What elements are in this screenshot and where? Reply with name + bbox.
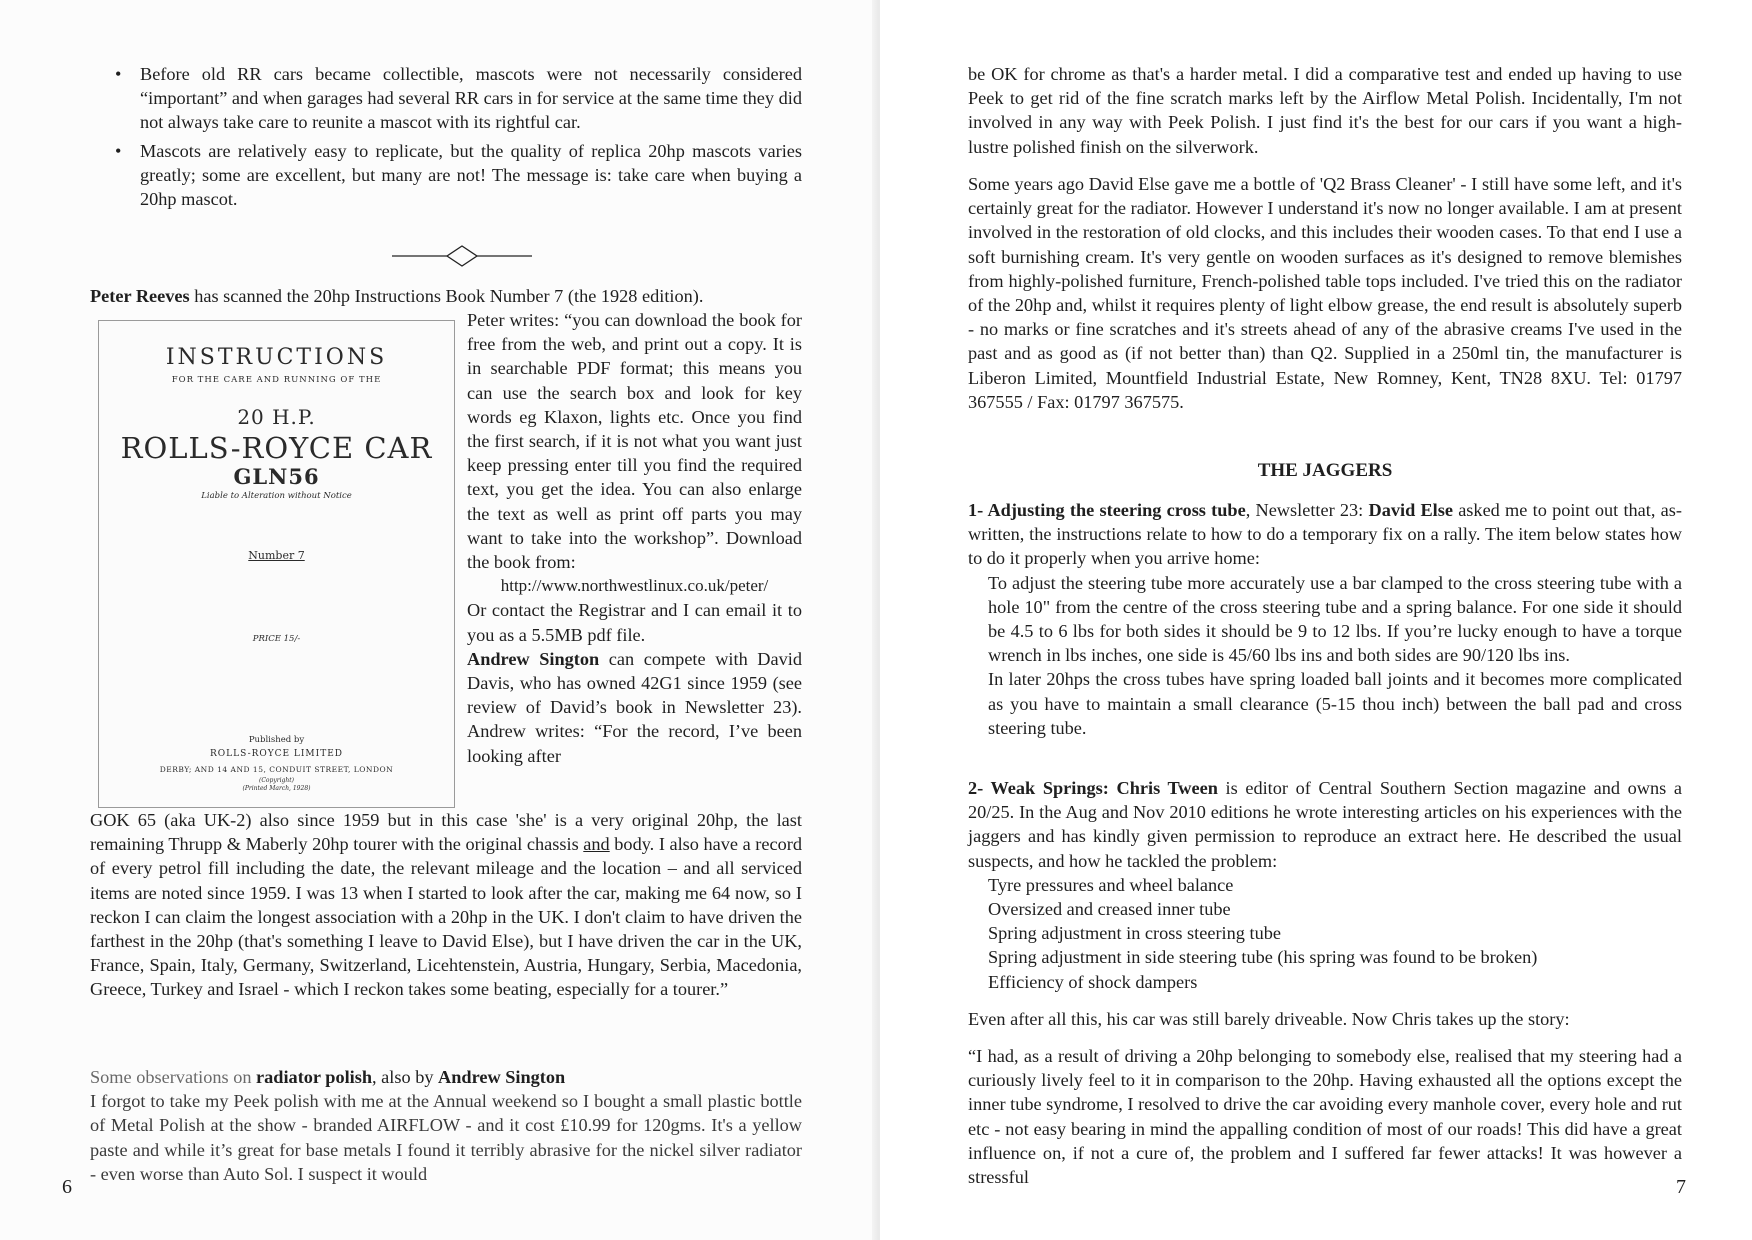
page-number-left: 6 <box>62 1176 72 1198</box>
andrew-text-b: GOK 65 (aka UK-2) also since 1959 but in this case 'she' is a very original 20hp, the last remaining Thrupp & Maberly 20hp tourer with the original chassis <box>90 810 802 855</box>
andrew-intro <box>467 647 802 768</box>
item1-author: David Else <box>1368 500 1453 520</box>
cover-copyright: (Copyright) <box>258 777 295 784</box>
bullet-dot: • <box>115 140 122 161</box>
mascot-bullet-list <box>112 62 802 215</box>
cover-title: INSTRUCTIONS <box>165 345 388 370</box>
contact-registrar: Or contact the Registrar and I can email it to you as a 5.5MB pdf file. <box>467 600 802 645</box>
andrew-underlined-and: and <box>583 834 610 855</box>
item1-title: 1- Adjusting the steering cross tube <box>968 500 1246 520</box>
polish-author: Andrew Sington <box>438 1067 566 1087</box>
even-after-paragraph: Even after all this, his car was still barely driveable. Now Chris takes up the story: <box>968 1009 1570 1029</box>
cover-address: DERBY; AND 14 AND 15, CONDUIT STREET, LONDON <box>159 765 394 774</box>
chris-quote-paragraph: “I had, as a result of driving a 20hp belonging to somebody else, realised that my steering had a curiously lively feel to it in comparison to the 20hp. Having exhausted all the options except the inner tube syndrome, I resolved to drive the car avoiding every manhole cover, every hole and rut etc - not easy bearing in mind the appalling condition of most of our roads! This did have a great influence on, if not a cure of, the problem and I suffered far fewer attacks! It was however a stressful <box>968 1046 1683 1188</box>
q2-brass-cleaner-paragraph: Some years ago David Else gave me a bottle of 'Q2 Brass Cleaner' - I still have some left, and it's certainly great for the radiator. However I understand it's now no longer available. I am at present involved in the restoration of old clocks, and this includes their wooden cases. To that end I use a soft burnishing cream. It's very gentle on wooden surfaces as it's designed to remove blemishes from highly-polished furniture, French-polished table tops included. I've tried this on the radiator of the 20hp and, whilst it requires plenty of light elbow grease, the end result is absolutely superb - no marks or fine scratches and it's streets ahead of any of the abrasive creams I've used in the past and as good as (if not better than) than Q2. Supplied in a 250ml tin, the manufacturer is Liberon Limited, Mountfield Industrial Estate, New Romney, Kent, TN28 8XU. Tel: 01797 367555 / Fax: 01797 367575. <box>968 174 1682 412</box>
peter-reeves-intro <box>90 284 802 308</box>
bullet-text: Before old RR cars became collectible, mascots were not necessarily considered “important” and when garages had several RR cars in for service at the same time they did not always take care to reunite a mascot with its rightful car. <box>140 64 802 133</box>
cover-publisher: ROLLS-ROYCE LIMITED <box>210 749 343 759</box>
andrew-text-a: can compete with David Davis, who has owned 42G1 since 1959 (see review of David’s book in Newsletter 23). Andrew writes: “For the record, I’ve been looking after <box>467 648 802 766</box>
instructions-book-cover-image <box>98 320 455 808</box>
andrew-continued <box>90 808 802 1002</box>
bullet-item <box>112 62 802 135</box>
list-item: Spring adjustment in side steering tube (his spring was found to be broken) <box>988 947 1538 968</box>
bullet-dot: • <box>115 64 122 84</box>
item1-indent-para-2: In later 20hps the cross tubes have spring loaded ball joints and it becomes more complicated as you have to maintain a small clearance (5-15 thou inch) between the ball pad and cross steering tube. <box>988 669 1682 738</box>
peter-reeves-name: Peter Reeves <box>90 286 190 306</box>
radiator-polish-bold: radiator polish <box>256 1067 373 1087</box>
polish-text: I forgot to take my Peek polish with me at the Annual weekend so I bought a small plastic bottle of Metal Polish at the show - branded AIRFLOW - and it cost £10.99 for 120gms. It's a yellow paste and while it’s great for base metals I found it terribly abrasive for the nickel silver radiator - even worse than Auto Sol. I suspect it would <box>90 1091 802 1184</box>
usual-suspects-list <box>968 873 1682 994</box>
intro-text: has scanned the 20hp Instructions Book Number 7 (the 1928 edition). <box>189 286 704 306</box>
list-item: Tyre pressures and wheel balance <box>988 874 1234 895</box>
peter-quote-column <box>467 308 802 768</box>
cover-hp: 20 H.P. <box>237 405 316 429</box>
cover-liable-note: Liable to Alteration without Notice <box>201 491 352 501</box>
download-link[interactable]: http://www.northwestlinux.co.uk/peter/ <box>500 576 769 596</box>
polish-pre: Some observations on <box>90 1067 257 1087</box>
item2-author: Chris Tween <box>1116 778 1218 798</box>
cover-car-name: ROLLS-ROYCE CAR <box>120 431 433 465</box>
cover-registration: GLN56 <box>233 464 320 489</box>
item1-mid: , Newsletter 23: <box>1245 500 1369 520</box>
polish-continued: be OK for chrome as that's a harder metal. I did a comparative test and ended up having to use Peek to get rid of the fine scratch marks left by the Airflow Metal Polish. Incidentally, I'm not involved in any way with Peek Polish. I just find it's the best for our cars if you want a high-lustre polished finish on the silverwork. <box>968 64 1682 157</box>
page-number-right: 7 <box>1676 1176 1686 1198</box>
cover-printed-date: (Printed March, 1928) <box>242 785 311 792</box>
cover-published-by: Published by <box>248 735 305 745</box>
bullet-text: Mascots are relatively easy to replicate, but the quality of replica 20hp mascots varies greatly; some are excellent, but many are not! The message is: take care when buying a 20hp mascot. <box>140 140 802 210</box>
cover-subtitle: FOR THE CARE AND RUNNING OF THE <box>171 375 382 385</box>
list-item: Efficiency of shock dampers <box>988 971 1198 992</box>
item1-text: asked me to point out that, as-written, the instructions relate to how to do a temporary fix on a rally. The item below states how to do it properly when you arrive home: <box>968 500 1682 569</box>
polish-mid: , also by <box>372 1067 439 1087</box>
weak-springs-section <box>968 776 1682 994</box>
item2-title: 2- Weak Springs: <box>968 778 1109 798</box>
steering-cross-tube-section <box>968 498 1682 740</box>
cover-price: PRICE 15/- <box>252 634 301 644</box>
cover-number: Number 7 <box>248 549 305 562</box>
andrew-text-c: body. I also have a record of every petrol fill including the date, the relevant mileage and the location – and all serviced items are noted since 1959. I was 13 when I started to look after the car, making me 64 now, so I reckon I can claim the longest association with a 20hp in the UK. I don't claim to have driven the farthest in the 20hp (that's something I leave to David Else), but I have driven the car in the UK, France, Spain, Italy, Germany, Switzerland, Licehtenstein, Austria, Hungary, Serbia, Macedonia, Greece, Turkey and Israel - which I reckon takes some beating, especially for a tourer.” <box>90 834 802 1000</box>
radiator-polish-section <box>90 1065 802 1186</box>
list-item: Spring adjustment in cross steering tube <box>988 923 1281 944</box>
list-item: Oversized and creased inner tube <box>988 899 1231 920</box>
bullet-item <box>112 139 802 212</box>
item2-text: is editor of Central Southern Section magazine and owns a 20/25. In the Aug and Nov 2010 editions he wrote interesting articles on his experiences with the jaggers and has kindly given permission to reproduce an extract here. He described the usual suspects, and how he tackled the problem: <box>968 778 1682 871</box>
item1-indent-para-1: To adjust the steering tube more accurately use a bar clamped to the cross steering tube with a hole 10" from the centre of the cross steering tube and a spring balance. For one side it should be 4.5 to 6 lbs for both sides it should be 9 to 12 lbs. If you’re lucky enough to have a torque wrench in lbs inches, one side is 45/60 lbs ins and both sides are 90/120 lbs ins. <box>988 572 1682 666</box>
jaggers-heading: THE JAGGERS <box>1257 460 1393 481</box>
peter-quote: Peter writes: “you can download the book for free from the web, and print out a copy. It is in searchable PDF format; this means you can use the search box and look for key words eg Klaxon, lights etc. Once you find the first search, if it is not what you want just keep pressing enter till you find the required text, you get the idea. You can also enlarge the text as well as print off parts you may want to take into the workshop”. Download the book from: <box>467 310 802 573</box>
section-divider <box>392 243 532 269</box>
andrew-sington-name: Andrew Sington <box>467 648 600 669</box>
